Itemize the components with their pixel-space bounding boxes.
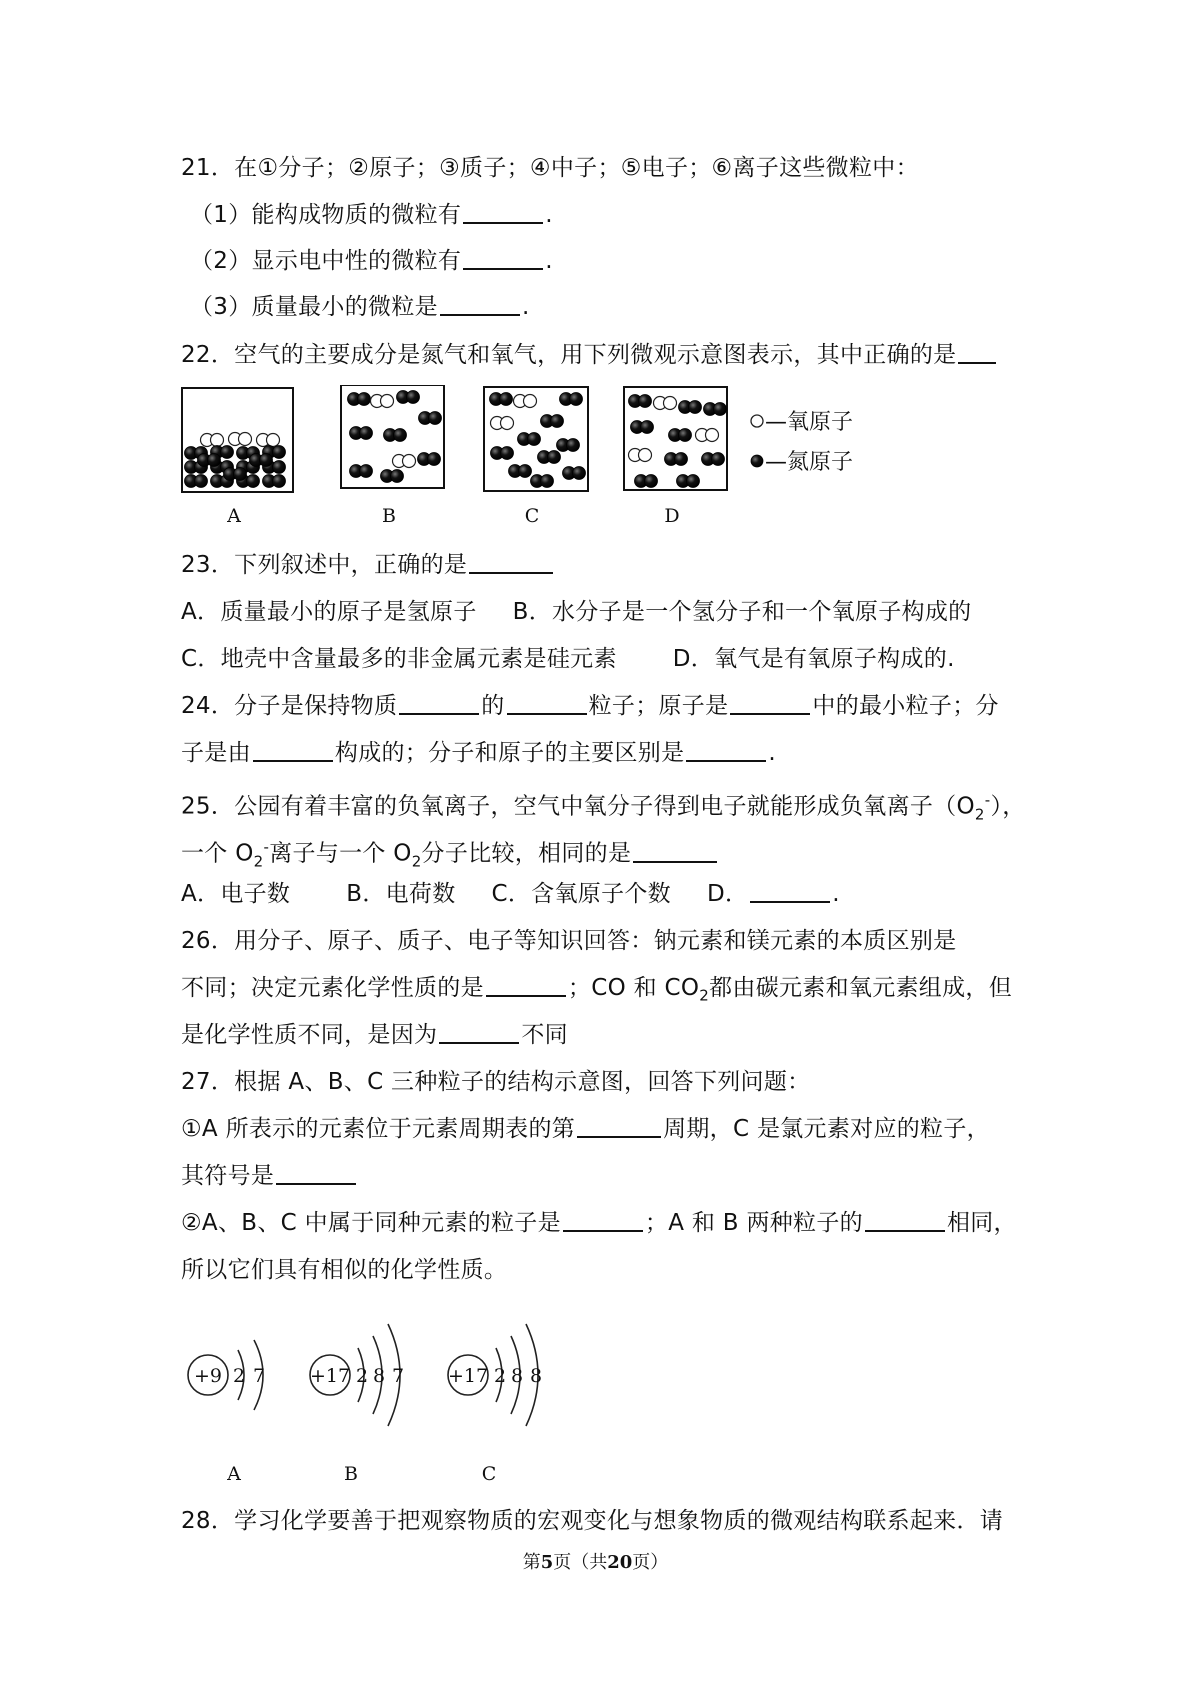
answer-blank [563, 1208, 643, 1232]
answer-blank [399, 691, 479, 715]
q22-stem: 22．空气的主要成分是氮气和氧气，用下列微观示意图表示，其中正确的是 [181, 340, 998, 370]
atom-label-a: A [227, 1463, 241, 1485]
q21-part3: （3）质量最小的微粒是 . [190, 294, 530, 320]
answer-blank [486, 973, 566, 997]
atom-b-shell-3: 7 [391, 1365, 405, 1387]
answer-blank [276, 1161, 356, 1185]
q23-options-cd: C．地壳中含量最多的非金属元素是硅元素 D．氧气是有氧原子构成的. [181, 646, 955, 672]
answer-blank [440, 292, 520, 316]
q27-part2-line2: 所以它们具有相似的化学性质。 [181, 1257, 508, 1283]
q23-options-ab: A．质量最小的原子是氢原子 B．水分子是一个氢分子和一个氧原子构成的 [181, 599, 972, 625]
answer-blank [507, 691, 587, 715]
diagram-label-a: A [227, 505, 241, 527]
diagram-label-b: B [382, 505, 396, 527]
q27-stem: 27．根据 A、B、C 三种粒子的结构示意图，回答下列问题： [181, 1069, 811, 1095]
atom-c-nucleus: +17 [447, 1365, 489, 1387]
diagram-a [182, 388, 293, 492]
answer-blank [577, 1114, 661, 1138]
q25-line2: 一个 $O_2^-$离子与一个 $O_2$分子比较，相同的是 [181, 832, 719, 876]
answer-blank [463, 246, 543, 270]
diagram-b [341, 385, 444, 488]
q25-options: A．电子数 B．电荷数 C．含氧原子个数 D． . [181, 881, 840, 907]
atom-label-b: B [344, 1463, 358, 1485]
q24-line2: 子是由 构成的；分子和原子的主要区别是 . [181, 740, 777, 766]
answer-blank [253, 738, 333, 762]
atom-c-shell-2: 8 [510, 1365, 524, 1387]
q21-part1: （1）能构成物质的微粒有 . [190, 202, 553, 228]
q27-part1-line1: ①A 所表示的元素位于元素周期表的第 周期，C 是氯元素对应的粒子， [181, 1116, 990, 1142]
atom-b-nucleus: +17 [309, 1365, 351, 1387]
atom-c-shell-1: 2 [493, 1365, 507, 1387]
legend-nitrogen-icon [751, 455, 763, 467]
answer-blank [865, 1208, 945, 1232]
q24-line1: 24．分子是保持物质 的 粒子；原子是 中的最小粒子；分 [181, 693, 999, 719]
legend-oxygen-label: —氧原子 [765, 410, 854, 435]
q26-line2: 不同；决定元素化学性质的是 ；CO 和 $CO_2$都由碳元素和氧元素组成，但 [181, 975, 1013, 1005]
diagram-c [484, 387, 588, 491]
q23-stem: 23．下列叙述中，正确的是 [181, 550, 555, 580]
atom-b-shell-2: 8 [372, 1365, 386, 1387]
legend-nitrogen-label: —氮原子 [765, 450, 854, 475]
atom-c-shell-3: 8 [529, 1365, 543, 1387]
q21-part2: （2）显示电中性的微粒有 . [190, 248, 553, 274]
diagram-label-d: D [664, 505, 680, 527]
q27-part1-line2: 其符号是 [181, 1161, 358, 1191]
q26-line1: 26．用分子、原子、质子、电子等知识回答：钠元素和镁元素的本质区别是 [181, 928, 957, 954]
atom-a-shell-2: 7 [252, 1365, 266, 1387]
answer-blank [463, 200, 543, 224]
diagram-label-c: C [524, 505, 540, 527]
q27-atom-structure-diagrams [180, 1300, 580, 1450]
q26-line3: 是化学性质不同，是因为 不同 [181, 1022, 568, 1048]
diagram-d [624, 387, 727, 490]
q27-part2-line1: ②A、B、C 中属于同种元素的粒子是 ；A 和 B 两种粒子的 相同， [181, 1210, 1017, 1236]
answer-blank [730, 691, 810, 715]
answer-blank [686, 738, 766, 762]
page-footer: 第5页（共20页） [522, 1552, 669, 1573]
q21-stem: 21．在①分子；②原子；③质子；④中子；⑤电子；⑥离子这些微粒中： [181, 155, 919, 181]
atom-label-c: C [481, 1463, 497, 1485]
answer-blank [633, 839, 717, 863]
answer-blank [469, 550, 553, 574]
legend-oxygen-icon [751, 415, 763, 427]
atom-a-nucleus: +9 [193, 1365, 223, 1387]
answer-blank [958, 340, 996, 364]
answer-blank [750, 879, 830, 903]
q25-line1: 25．公园有着丰富的负氧离子，空气中氧分子得到电子就能形成负氧离子$(O_2^-)$， [181, 791, 1026, 824]
answer-blank [439, 1020, 519, 1044]
atom-b-shell-1: 2 [355, 1365, 369, 1387]
q28-stem: 28．学习化学要善于把观察物质的宏观变化与想象物质的微观结构联系起来．请 [181, 1508, 1004, 1534]
atom-a-shell-1: 2 [232, 1365, 246, 1387]
